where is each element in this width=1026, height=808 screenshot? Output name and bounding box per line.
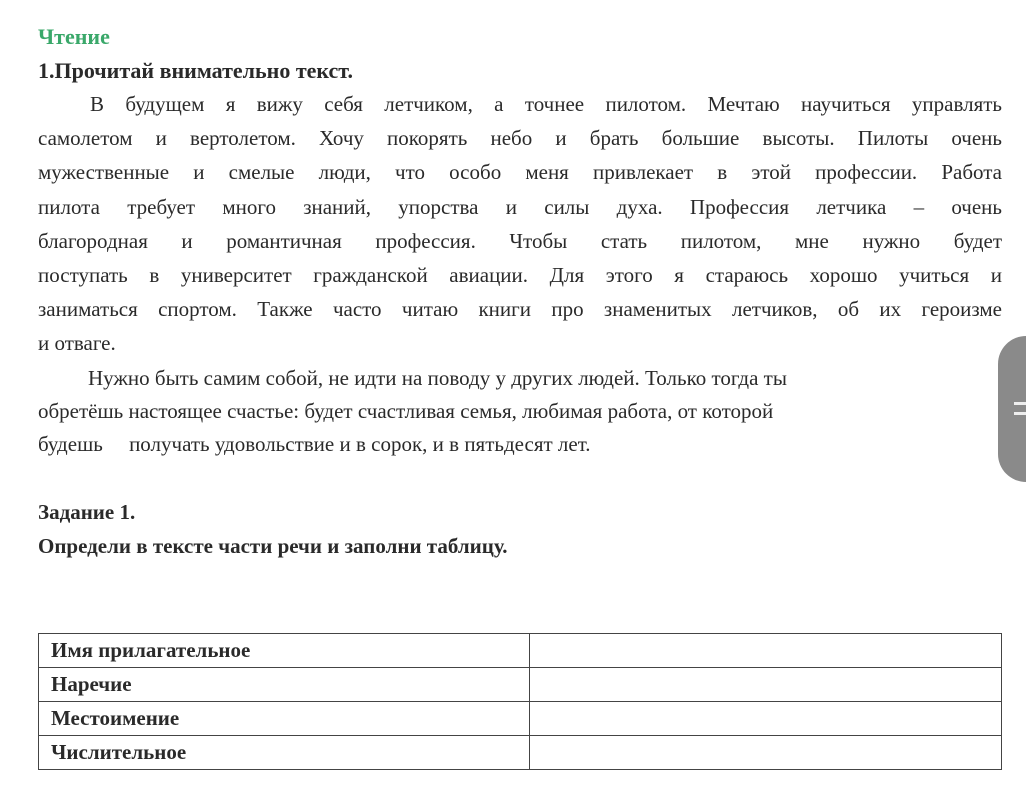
text-line: благородная и романтичная профессия. Чтобы стать пилотом, мне нужно будет	[38, 229, 1002, 253]
text-line: В будущем я вижу себя летчиком, а точнее пилотом. Мечтаю научиться управлять	[90, 92, 1002, 116]
text-line: мужественные и смелые люди, что особо меня привлекает в этой профессии. Работа	[38, 160, 1002, 184]
table-row	[39, 668, 1002, 702]
row-label: Числительное	[39, 736, 530, 770]
text-line: заниматься спортом. Также часто читаю книги про знаменитых летчиков, об их героизме	[38, 297, 1002, 321]
text-line: Нужно быть самим собой, не идти на поводу у других людей. Только тогда ты	[88, 366, 787, 390]
section-title: Чтение	[38, 24, 110, 49]
exercise-heading: 1.Прочитай внимательно текст.	[38, 58, 353, 83]
row-label: Местоимение	[39, 702, 530, 736]
text-line: и отваге.	[38, 331, 116, 355]
table-row	[39, 702, 1002, 736]
text-line: поступать в университет гражданской авиации. Для этого я стараюсь хорошо учиться и	[38, 263, 1002, 287]
side-panel-handle[interactable]	[998, 336, 1026, 482]
text-line: самолетом и вертолетом. Хочу покорять небо и брать большие высоты. Пилоты очень	[38, 126, 1002, 150]
parts-of-speech-table	[38, 633, 1002, 770]
row-label: Имя прилагательное	[39, 634, 530, 668]
text-line: обретёшь настоящее счастье: будет счастливая семья, любимая работа, от которой	[38, 399, 774, 423]
text-line: пилота требует много знаний, упорства и силы духа. Профессия летчика – очень	[38, 195, 1002, 219]
task-instruction: Определи в тексте части речи и заполни таблицу.	[38, 534, 508, 558]
answer-cell[interactable]	[530, 668, 1002, 702]
answer-cell[interactable]	[530, 702, 1002, 736]
text-line: будешь получать удовольствие и в сорок, и в пятьдесят лет.	[38, 432, 591, 456]
task-title: Задание 1.	[38, 500, 136, 524]
row-label: Наречие	[39, 668, 530, 702]
answer-cell[interactable]	[530, 736, 1002, 770]
table-row	[39, 634, 1002, 668]
answer-cell[interactable]	[530, 634, 1002, 668]
table-row	[39, 736, 1002, 770]
